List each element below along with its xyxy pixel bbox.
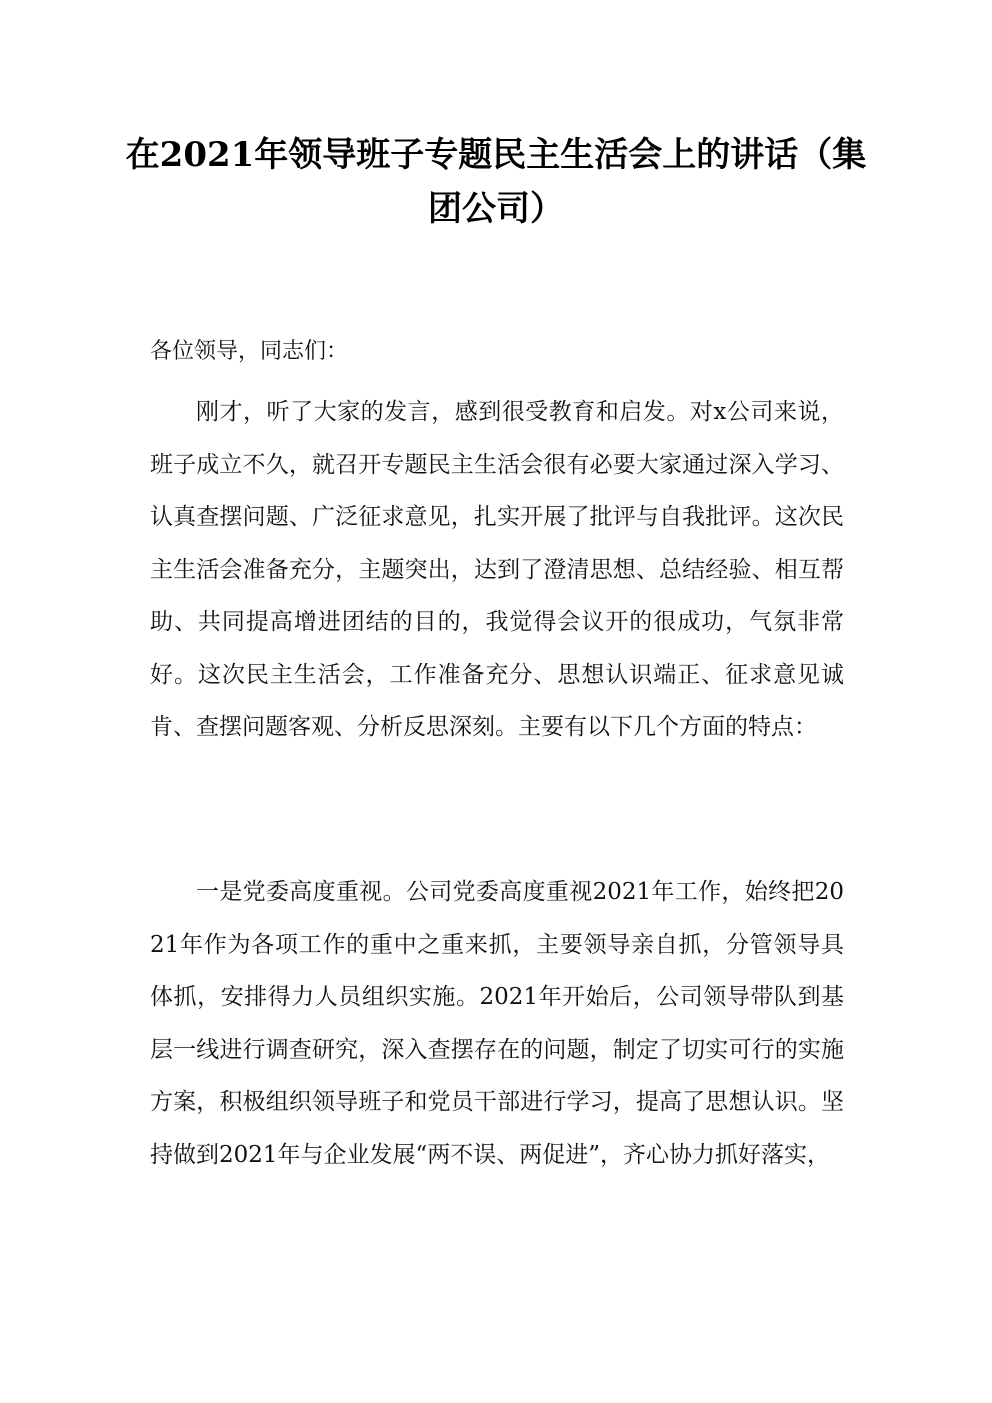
body-paragraph-intro: 刚才，听了大家的发言，感到很受教育和启发。对x公司来说，班子成立不久，就召开专题民主生活会很有必要大家通过深入学习、认真查摆问题、广泛征求意见，扎实开展了批评与自我批评。这次民主生活会准备充分，主题突出，达到了澄清思想、总结经验、相互帮助、共同提高增进团结的目的，我觉得会议开的很成功，气氛非常好。这次民主生活会，工作准备充分、思想认识端正、征求意见诚肯、查摆问题客观、分析反思深刻。主要有以下几个方面的特点： — [150, 399, 844, 740]
body-paragraph-point-one: 一是党委高度重视。公司党委高度重视2021年工作，始终把2021年作为各项工作的重中之重来抓，主要领导亲自抓，分管领导具体抓，安排得力人员组织实施。2021年开始后，公司领导带队到基层一线进行调查研究，深入查摆存在的问题，制定了切实可行的实施方案，积极组织领导班子和党员干部进行学习，提高了思想认识。坚持做到2021年与企业发展“两不误、两促进”，齐心协力抓好落实， — [150, 879, 844, 1168]
document-title: 在2021年领导班子专题民主生活会上的讲话（集团公司） — [125, 135, 867, 229]
salutation: 各位领导，同志们： — [150, 339, 349, 364]
